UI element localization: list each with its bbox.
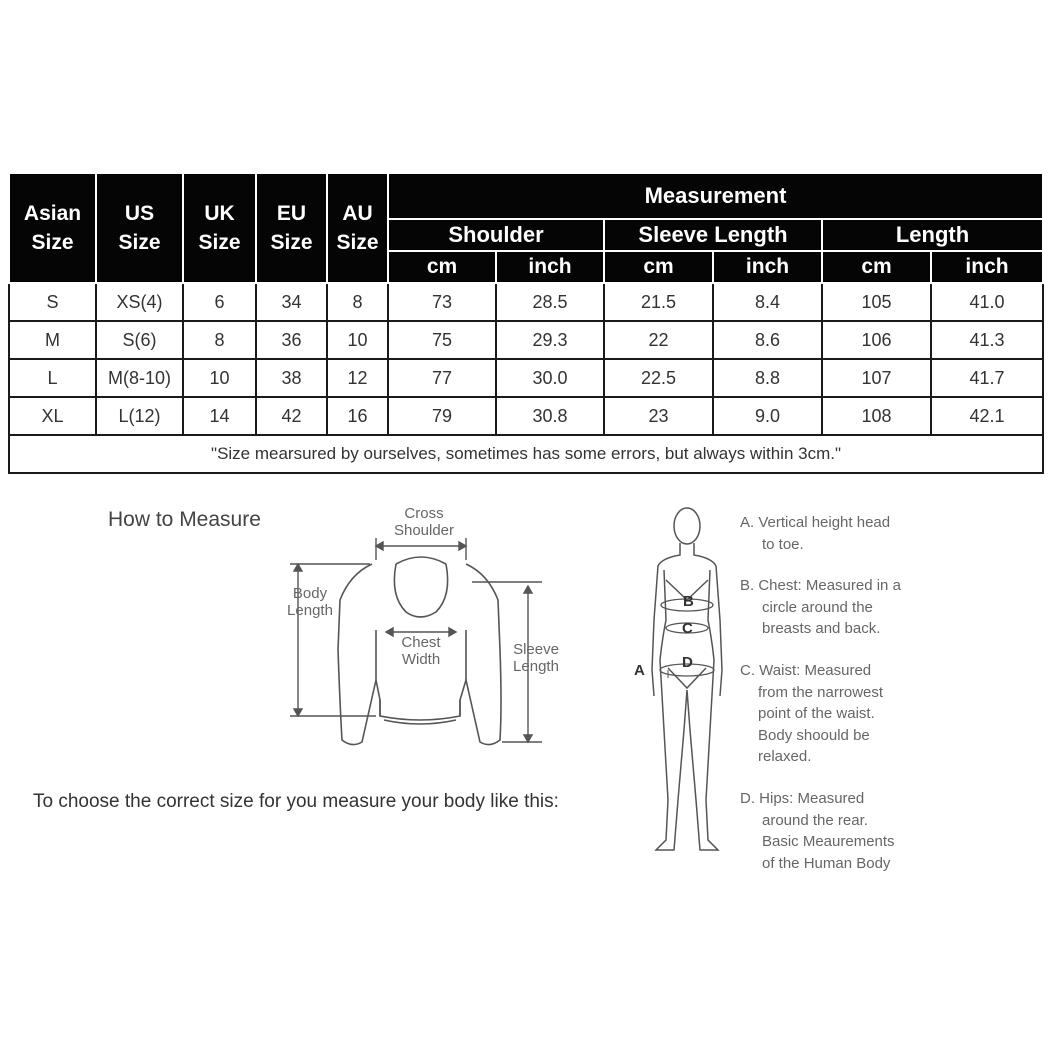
header-au-size: AU Size [327,173,388,283]
header-uk-size: UK Size [183,173,256,283]
size-chart-table [8,172,1044,474]
body-letter-d: D [682,654,693,671]
body-letter-b: B [683,593,694,610]
table-cell: 12 [327,359,388,397]
table-cell: 8.8 [713,359,822,397]
table-cell: 79 [388,397,496,435]
unit-header: inch [713,251,822,283]
table-cell: 30.0 [496,359,604,397]
table-cell: S [9,283,96,321]
table-cell: 10 [327,321,388,359]
table-row [9,321,1043,359]
table-cell: 8 [183,321,256,359]
table-cell: 29.3 [496,321,604,359]
table-cell: S(6) [96,321,183,359]
table-cell: 108 [822,397,931,435]
table-cell: 14 [183,397,256,435]
table-cell: L [9,359,96,397]
table-cell: 41.7 [931,359,1043,397]
legend-b: B. Chest: Measured in a circle around the breasts and back. [740,577,901,637]
table-cell: 34 [256,283,327,321]
table-row [9,397,1043,435]
table-cell: 36 [256,321,327,359]
table-cell: XL [9,397,96,435]
table-cell: L(12) [96,397,183,435]
body-letter-c: C [682,620,693,637]
sleeve-length-label: Sleeve Length [513,641,559,675]
header-asian-size: Asian Size [9,173,96,283]
table-cell: 6 [183,283,256,321]
table-cell: 41.0 [931,283,1043,321]
how-to-measure-title: How to Measure [108,508,261,531]
table-cell: M(8-10) [96,359,183,397]
table-cell: 16 [327,397,388,435]
table-cell: 42.1 [931,397,1043,435]
table-cell: 10 [183,359,256,397]
table-cell: 42 [256,397,327,435]
header-shoulder: Shoulder [388,219,604,251]
legend-d: D. Hips: Measured around the rear. Basic Meaurements of the Human Body [740,790,895,872]
unit-header: cm [388,251,496,283]
table-cell: 107 [822,359,931,397]
body-figure-illustration [640,500,735,860]
body-length-label: Body Length [287,585,333,619]
table-cell: 8.6 [713,321,822,359]
unit-header: cm [822,251,931,283]
header-length: Length [822,219,1043,251]
cross-shoulder-label: Cross Shoulder [393,505,455,539]
legend-a: A. Vertical height head to toe. [740,514,891,553]
table-cell: 30.8 [496,397,604,435]
header-us-size: US Size [96,173,183,283]
table-cell: 22.5 [604,359,713,397]
body-letter-a: A [634,662,645,679]
table-cell: 8.4 [713,283,822,321]
table-cell: 8 [327,283,388,321]
table-cell: M [9,321,96,359]
choose-size-instruction: To choose the correct size for you measure your body like this: [33,791,559,812]
table-row [9,283,1043,321]
table-cell: 106 [822,321,931,359]
header-eu-size: EU Size [256,173,327,283]
table-note: "Size mearsured by ourselves, sometimes has some errors, but always within 3cm." [9,435,1043,473]
table-cell: 21.5 [604,283,713,321]
table-cell: 75 [388,321,496,359]
table-cell: 105 [822,283,931,321]
table-cell: 9.0 [713,397,822,435]
header-measurement: Measurement [388,173,1043,219]
legend-c: C. Waist: Measured from the narrowest point of the waist. Body shoould be relaxed. [740,662,884,765]
table-row [9,359,1043,397]
unit-header: inch [496,251,604,283]
header-sleeve-length: Sleeve Length [604,219,822,251]
table-cell: XS(4) [96,283,183,321]
table-cell: 38 [256,359,327,397]
table-cell: 73 [388,283,496,321]
table-cell: 41.3 [931,321,1043,359]
unit-header: inch [931,251,1043,283]
table-cell: 28.5 [496,283,604,321]
table-cell: 22 [604,321,713,359]
table-cell: 23 [604,397,713,435]
chest-width-label: Chest Width [401,634,441,668]
table-cell: 77 [388,359,496,397]
unit-header: cm [604,251,713,283]
